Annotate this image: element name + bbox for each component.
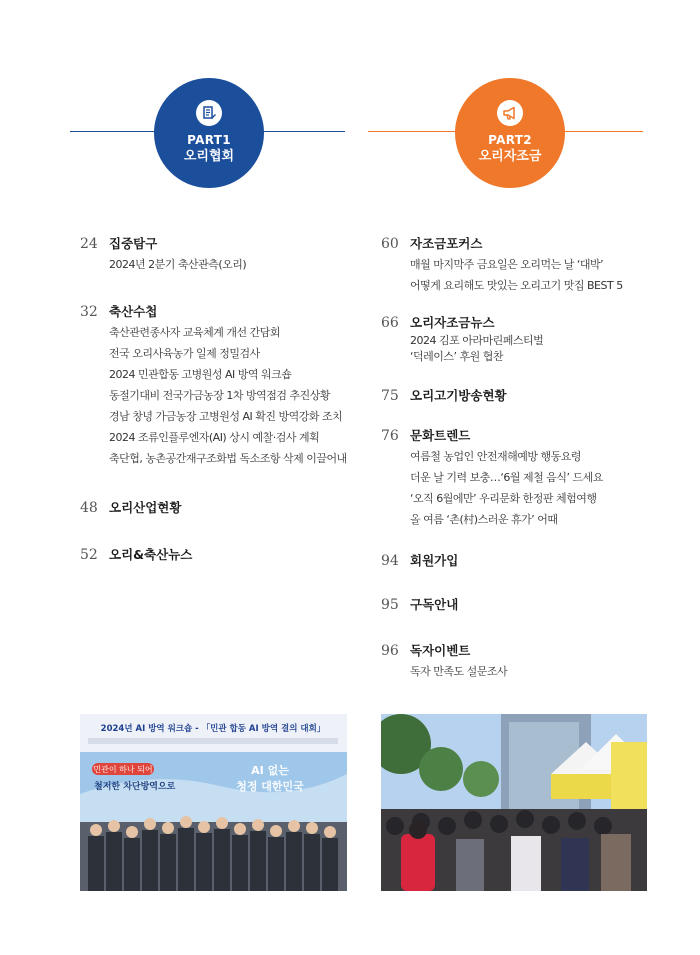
- section-title: 문화트렌드: [410, 428, 471, 443]
- article-title: 독자 만족도 설문조사: [410, 665, 508, 678]
- section-title: 회원가입: [410, 553, 459, 568]
- page-number: 52: [80, 547, 98, 563]
- festival-photo: [381, 714, 647, 891]
- section-title: 오리자조금뉴스: [410, 315, 495, 330]
- section-title: 오리산업현황: [109, 500, 182, 515]
- article-title: ‘덕레이스’ 후원 협찬: [410, 350, 503, 363]
- banner-slogan: AI 없는: [251, 764, 289, 777]
- page-number: 24: [80, 236, 98, 252]
- part1-name: 오리협회: [183, 149, 235, 164]
- toc-entry[interactable]: [80, 498, 360, 545]
- toc-entry[interactable]: [381, 234, 661, 313]
- toc-entry[interactable]: [80, 302, 360, 498]
- part2-name: 오리자조금: [478, 149, 542, 164]
- article-title: 여름철 농업인 안전재해예방 행동요령: [410, 450, 582, 463]
- page-number: 66: [381, 315, 399, 331]
- article-title: 경남 창녕 가금농장 고병원성 AI 확진 방역강화 조치: [109, 410, 343, 423]
- page-number: 32: [80, 304, 98, 320]
- article-title: 축산관련종사자 교육체계 개선 간담회: [109, 326, 281, 339]
- part1-label: PART1: [187, 133, 231, 147]
- article-title: 동절기대비 전국가금농장 1차 방역점검 추진상황: [109, 389, 331, 402]
- section-title: 오리&축산뉴스: [109, 547, 193, 562]
- banner-slogan: 철저한 차단방역으로: [94, 782, 176, 792]
- toc-entry[interactable]: [381, 386, 661, 426]
- article-title: 2024 김포 아라마린페스티벌: [410, 334, 544, 347]
- toc-part1: [80, 234, 360, 565]
- article-title: 2024 민관합동 고병원성 AI 방역 워크숍: [109, 368, 292, 381]
- section-title: 축산수첩: [109, 304, 158, 319]
- toc-entry[interactable]: [381, 595, 661, 641]
- page-number: 48: [80, 500, 98, 516]
- article-title: 어떻게 요리해도 맛있는 오리고기 맛집 BEST 5: [410, 279, 623, 292]
- section-title: 구독안내: [410, 597, 459, 612]
- part1-badge[interactable]: [154, 78, 264, 188]
- page-number: 96: [381, 643, 399, 659]
- toc-entry[interactable]: [381, 641, 661, 682]
- article-title: 전국 오리사육농가 일제 정밀검사: [109, 347, 260, 360]
- banner-title: 2024년 AI 방역 워크숍 - 「민관 합동 AI 방역 결의 대회」: [100, 724, 326, 734]
- article-title: 더운 날 기력 보충…‘6월 제철 음식’ 드세요: [410, 471, 603, 484]
- article-title: ‘오직 6월에만’ 우리문화 한정판 체험여행: [410, 492, 597, 505]
- article-title: 올 여름 ‘촌(村)스러운 휴가’ 어때: [410, 513, 558, 526]
- page-number: 76: [381, 428, 399, 444]
- megaphone-icon: [497, 100, 523, 126]
- banner-slogan: 청정 대한민국: [236, 780, 304, 793]
- banner-slogan: 민관이 하나 되어: [93, 765, 153, 774]
- part2-label: PART2: [488, 133, 532, 147]
- section-title: 오리고기방송현황: [410, 388, 507, 403]
- document-pen-icon: [196, 100, 222, 126]
- section-title: 자조금포커스: [410, 236, 483, 251]
- article-title: 축단협, 농촌공간재구조화법 독소조항 삭제 이끌어내: [109, 452, 347, 465]
- toc-entry[interactable]: [381, 551, 661, 595]
- toc-entry[interactable]: [381, 426, 661, 551]
- toc-entry[interactable]: [80, 234, 360, 302]
- section-title: 독자이벤트: [410, 643, 471, 658]
- section-title: 집중탐구: [109, 236, 158, 251]
- toc-entry[interactable]: [381, 313, 661, 386]
- page-number: 95: [381, 597, 399, 613]
- article-title: 2024년 2분기 축산관측(오리): [109, 258, 247, 271]
- page-number: 75: [381, 388, 399, 404]
- page-number: 60: [381, 236, 399, 252]
- toc-entry[interactable]: [80, 545, 360, 565]
- workshop-photo: [80, 714, 347, 891]
- part2-badge[interactable]: [455, 78, 565, 188]
- article-title: 2024 조류인플루엔자(AI) 상시 예찰·검사 계획: [109, 431, 320, 444]
- toc-part2: [381, 234, 661, 682]
- page-number: 94: [381, 553, 399, 569]
- article-title: 매월 마지막주 금요일은 오리먹는 날 ‘대박’: [410, 258, 604, 271]
